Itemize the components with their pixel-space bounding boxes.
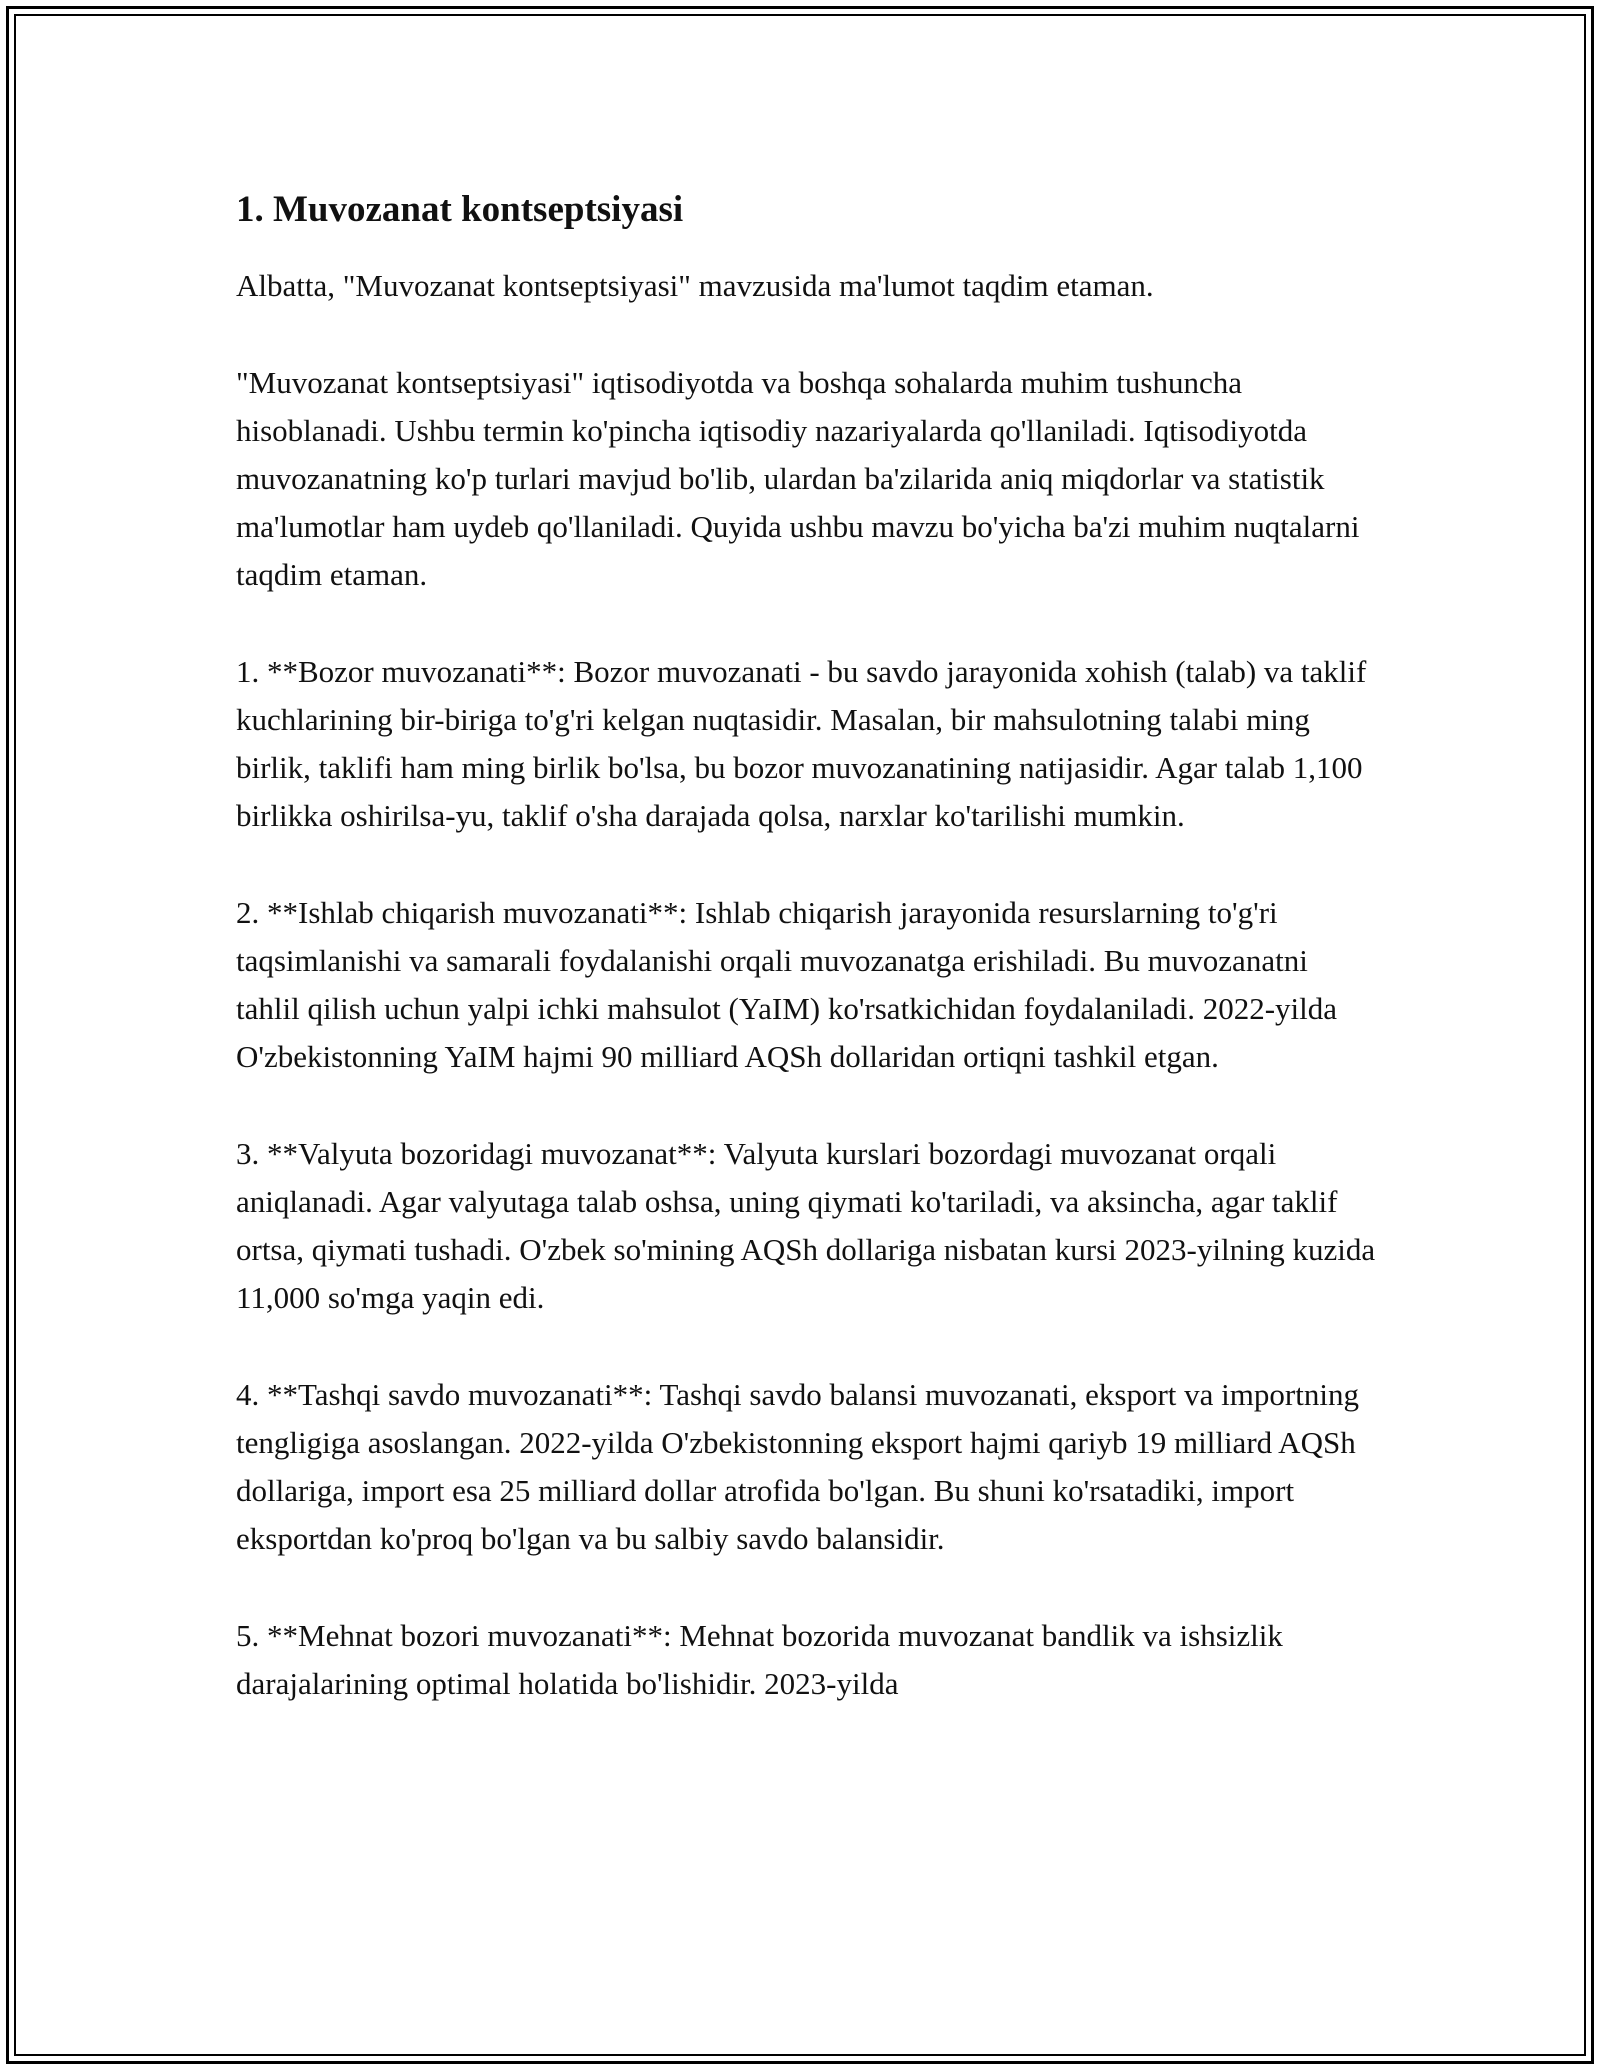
labor-market-paragraph: 5. **Mehnat bozori muvozanati**: Mehnat bozorida muvozanat bandlik va ishsizlik darajalarining optimal holatida bo'lishidir. 2023-yilda <box>236 1618 1283 1701</box>
intro-paragraph: Albatta, "Muvozanat kontseptsiyasi" mavzusida ma'lumot taqdim etaman. <box>236 268 1154 303</box>
production-equilibrium-paragraph: 2. **Ishlab chiqarish muvozanati**: Ishlab chiqarish jarayonida resurslarning to'g'ri taqsimlanishi va samarali foydalanishi orqali muvozanatga erishiladi. Bu muvozanatni tahlil qilish uchun yalpi ichki mahsulot (YaIM) ko'rsatkichidan foydalaniladi. 2022-yilda O'zbekistonning YaIM hajmi 90 milliard AQSh dollaridan ortiqni tashkil etgan. <box>236 895 1338 1074</box>
document-body <box>236 186 1376 1757</box>
currency-market-paragraph: 3. **Valyuta bozoridagi muvozanat**: Valyuta kurslari bozordagi muvozanat orqali aniqlanadi. Agar valyutaga talab oshsa, uning qiymati ko'tariladi, va aksincha, agar taklif ortsa, qiymati tushadi. O'zbek so'mining AQSh dollariga nisbatan kursi 2023-yilning kuzida 11,000 so'mga yaqin edi. <box>236 1136 1376 1315</box>
overview-paragraph: "Muvozanat kontseptsiyasi" iqtisodiyotda va boshqa sohalarda muhim tushuncha hisoblanadi. Ushbu termin ko'pincha iqtisodiy nazariyalarda qo'llaniladi. Iqtisodiyotda muvozanatning ko'p turlari mavjud bo'lib, ulardan ba'zilarida aniq miqdorlar va statistik ma'lumotlar ham uydeb qo'llaniladi. Quyida ushbu mavzu bo'yicha ba'zi muhim nuqtalarni taqdim etaman. <box>236 365 1360 592</box>
foreign-trade-paragraph: 4. **Tashqi savdo muvozanati**: Tashqi savdo balansi muvozanati, eksport va importning tengligiga asoslangan. 2022-yilda O'zbekistonning eksport hajmi qariyb 19 milliard AQSh dollariga, import esa 25 milliard dollar atrofida bo'lgan. Bu shuni ko'rsatadiki, import eksportdan ko'proq bo'lgan va bu salbiy savdo balansidir. <box>236 1377 1359 1556</box>
page-title: 1. Muvozanat kontseptsiyasi <box>236 189 684 230</box>
market-equilibrium-paragraph: 1. **Bozor muvozanati**: Bozor muvozanati - bu savdo jarayonida xohish (talab) va taklif kuchlarining bir-biriga to'g'ri kelgan nuqtasidir. Masalan, bir mahsulotning talabi ming birlik, taklifi ham ming birlik bo'lsa, bu bozor muvozanatining natijasidir. Agar talab 1,100 birlikka oshirilsa-yu, taklif o'sha darajada qolsa, narxlar ko'tarilishi mumkin. <box>236 654 1367 833</box>
